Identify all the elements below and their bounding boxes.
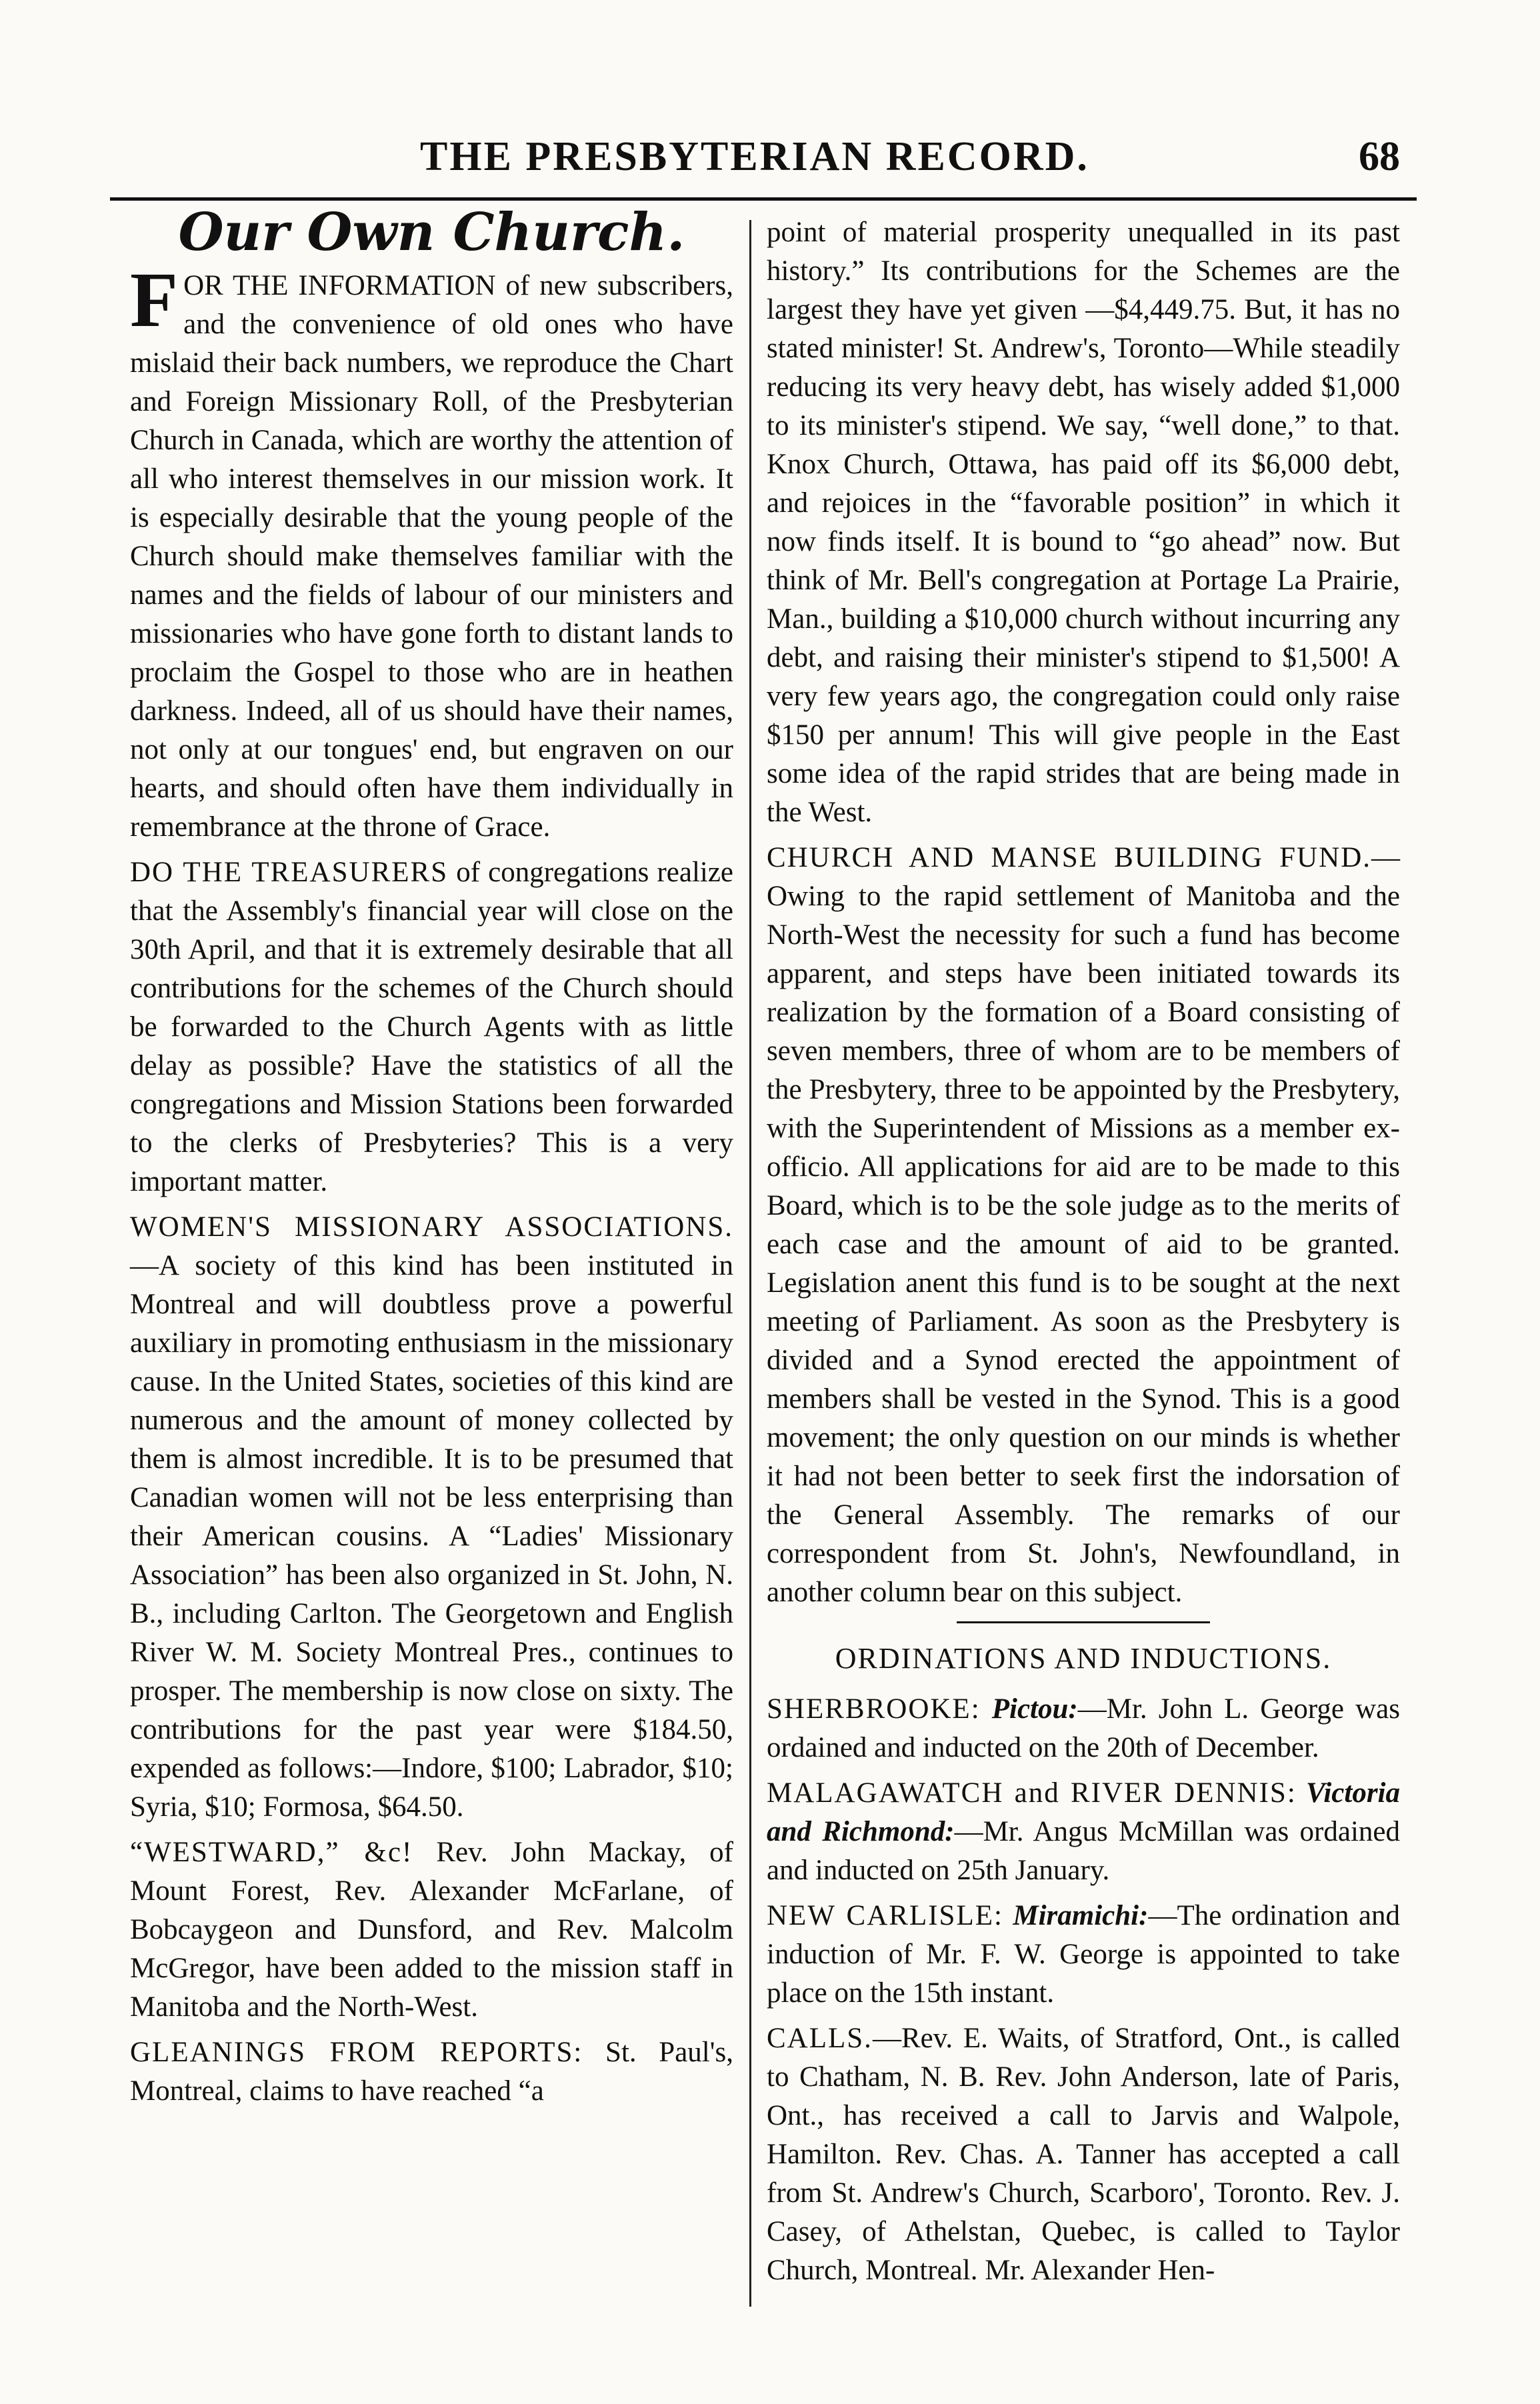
paragraph-womens-missionary: WOMEN'S MISSIONARY ASSOCIATIONS.—A society of this kind has been instituted in Montreal and will doubtless prove a powerful auxiliary in promoting enthusiasm in the missionary cause. In the United States, societies of this kind are numerous and the amount of money collected by them is almost incredible. It is to be presumed that Canadian women will not be less enterprising than their American cousins. A “Ladies' Missionary Association” has been also organized in St. John, N. B., including Carlton. The Georgetown and English River W. M. Society Montreal Pres., continues to prosper. The membership is now close on sixty. The contributions for the past year were $184.50, expended as follows:—Indore, $100; Labrador, $10; Syria, $10; Formosa, $64.50. [130,1211,733,1823]
left-column [130,202,734,2117]
paragraph-gleanings: GLEANINGS FROM REPORTS: St. Paul's, Montreal, claims to have reached “a [130,2037,733,2107]
ordination-sherbrooke: SHERBROOKE: Pictou:—Mr. John L. George was ordained and inducted on the 20th of December. [767,1693,1400,1763]
page-header [113,133,1413,193]
ordinations-heading: ORDINATIONS AND INDUCTIONS. [835,1642,1332,1675]
section-title: Our Own Church. [178,202,685,263]
paragraph-calls: CALLS.—Rev. E. Waits, of Stratford, Ont., is called to Chatham, N. B. Rev. John Anderson, late of Paris, Ont., has received a call to Jarvis and Walpole, Hamilton. Rev. Chas. A. Tanner has accepted a call from St. Andrew's Church, Scarboro', Toronto. Rev. J. Casey, of Athelstan, Quebec, is called to Taylor Church, Montreal. Mr. Alexander Hen- [767,2023,1400,2286]
section-rule [957,1621,1210,1623]
right-column [767,213,1400,2297]
header-rule [110,197,1417,201]
column-divider [749,220,751,2307]
page-number: 68 [1359,134,1400,179]
paragraph-church-manse-fund: CHURCH AND MANSE BUILDING FUND.—Owing to the rapid settlement of Manitoba and the North-West the necessity for such a fund has become apparent, and steps have been initiated towards its realization by the formation of a Board consisting of seven members, three of whom are to be members of the Presbytery, three to be appointed by the Presbytery, with the Superintendent of Missions as a member ex-officio. All applications for aid are to be made to this Board, which is to be the sole judge as to the merits of each case and the amount of aid to be granted. Legislation anent this fund is to be sought at the next meeting of Parliament. As soon as the Presbytery is divided and a Synod erected the appointment of members shall be vested in the Synod. This is a good movement; the only question on our minds is whether it had not been better to seek first the indorsation of the General Assembly. The remarks of our correspondent from St. John's, Newfoundland, in another column bear on this subject. [767,842,1400,1608]
paragraph-westward: “WESTWARD,” &c! Rev. John Mackay, of Mount Forest, Rev. Alexander McFarlane, of Bobcaygeon and Dunsford, and Rev. Malcolm McGregor, have been added to the mission staff in Manitoba and the North-West. [130,1837,733,2023]
paragraph-treasurers: DO THE TREASURERS of congregations realize that the Assembly's financial year will close on the 30th April, and that it is extremely desirable that all contributions for the schemes of the Church should be forwarded to the Church Agents with as little delay as possible? Have the statistics of all the congregations and Mission Stations been forwarded to the clerks of Presbyteries? This is a very important matter. [130,857,734,1197]
running-title: THE PRESBYTERIAN RECORD. [420,134,1089,179]
paragraph-information: FOR THE INFORMATION of new subscribers, and the convenience of old ones who have mislaid their back numbers, we reproduce the Chart and Foreign Missionary Roll, of the Presbyterian Church in Canada, which are worthy the attention of all who interest themselves in our mission work. It is especially desirable that the young people of the Church should make themselves familiar with the names and the fields of labour of our ministers and missionaries who have gone forth to distant lands to proclaim the Gospel to those who are in heathen darkness. Indeed, all of us should have their names, not only at our tongues' end, but engraven on our hearts, and should often have them individually in remembrance at the throne of Grace. [130,256,733,843]
drop-cap: F [130,256,179,343]
ordination-new-carlisle: NEW CARLISLE: Miramichi:—The ordination and induction of Mr. F. W. George is appointed to take place on the 15th instant. [767,1900,1400,2009]
ordination-malagawatch: MALAGAWATCH and RIVER DENNIS: Victoria and Richmond:—Mr. Angus McMillan was ordained and inducted on 25th January. [767,1777,1401,1886]
paragraph-gleanings-continued: point of material prosperity unequalled in its past history.” Its contributions for the Schemes are the largest they have yet given —$4,449.75. But, it has no stated minister! St. Andrew's, Toronto—While steadily reducing its very heavy debt, has wisely added $1,000 to its minister's stipend. We say, “well done,” to that. Knox Church, Ottawa, has paid off its $6,000 debt, and rejoices in the “favorable position” in which it now finds itself. It is bound to “go ahead” now. But think of Mr. Bell's congregation at Portage La Prairie, Man., building a $10,000 church without incurring any debt, and raising their minister's stipend to $1,500! A very few years ago, the congregation could only raise $150 per annum! This will give people in the East some idea of the rapid strides that are being made in the West. [767,217,1400,828]
